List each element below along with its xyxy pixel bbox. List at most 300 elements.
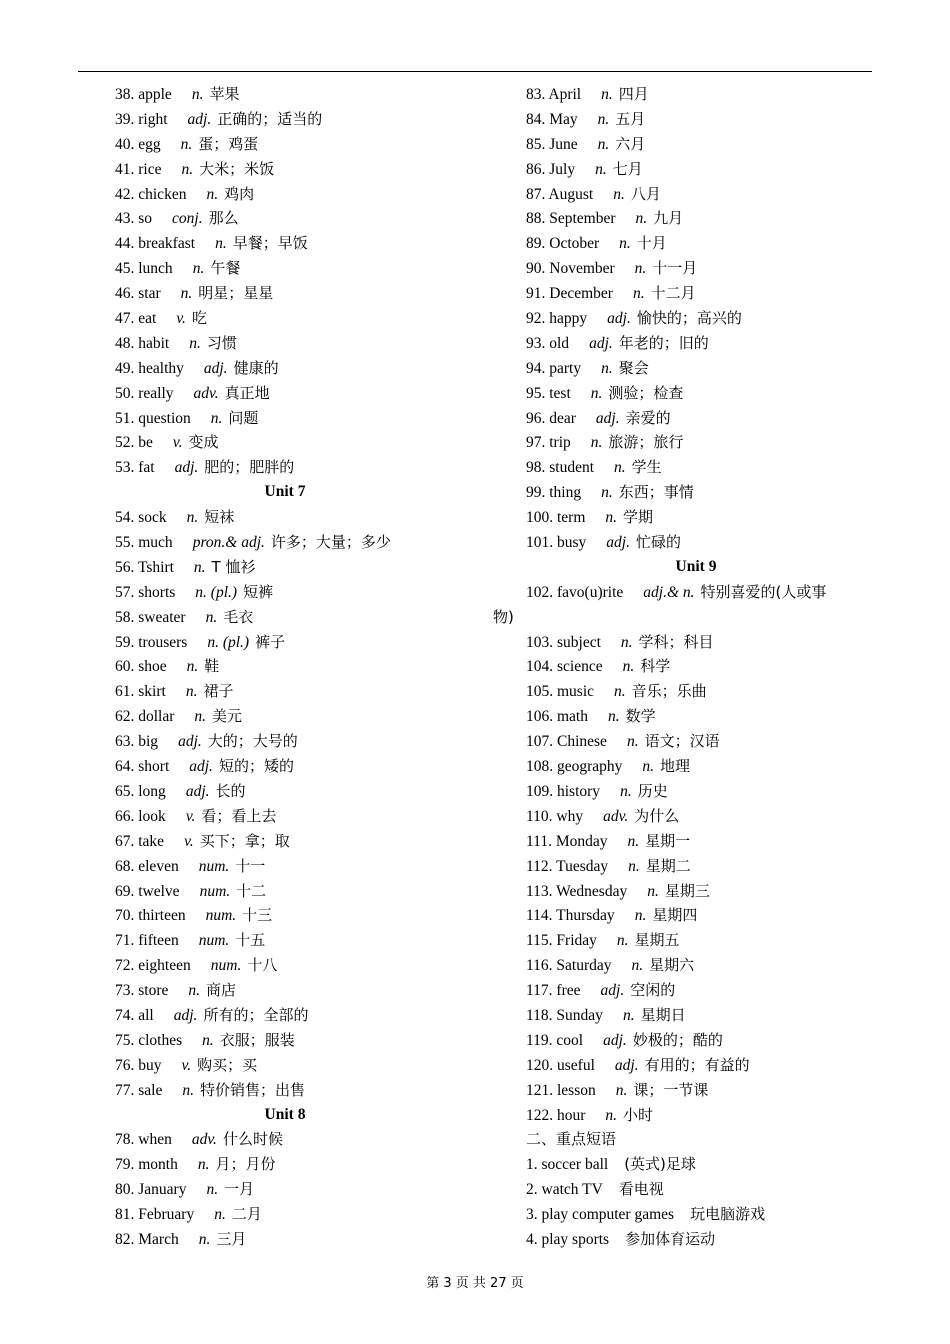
part-of-speech: n. xyxy=(194,708,207,726)
vocab-word: 40. egg xyxy=(115,135,161,153)
part-of-speech: n. xyxy=(180,135,193,153)
vocab-entry xyxy=(115,182,495,207)
chinese-meaning: 愉快的；高兴的 xyxy=(636,309,742,328)
chinese-meaning: 星期三 xyxy=(664,881,710,900)
vocab-entry xyxy=(526,430,876,455)
phrase-english: 2. watch TV xyxy=(526,1181,603,1199)
chinese-meaning: 正确的；适当的 xyxy=(217,109,323,128)
vocab-word: 72. eighteen xyxy=(115,957,191,975)
vocab-entry xyxy=(115,1152,495,1177)
vocab-word: 42. chicken xyxy=(115,185,187,203)
phrase-item xyxy=(526,1177,876,1202)
vocab-entry xyxy=(115,580,495,605)
part-of-speech: n. xyxy=(180,285,193,303)
vocab-entry xyxy=(526,1053,876,1078)
chinese-meaning: 有用的；有益的 xyxy=(644,1055,750,1074)
chinese-meaning: 月；月份 xyxy=(215,1155,276,1174)
chinese-meaning: 午餐 xyxy=(210,259,241,278)
part-of-speech: adj. xyxy=(606,534,630,552)
chinese-meaning: 星期六 xyxy=(649,956,695,975)
chinese-meaning: 裤子 xyxy=(255,632,286,651)
vocab-word: 89. October xyxy=(526,235,600,253)
vocab-entry xyxy=(115,256,495,281)
part-of-speech: n. (pl.) xyxy=(195,583,238,601)
chinese-meaning: 购买；买 xyxy=(197,1055,258,1074)
chinese-meaning: 十月 xyxy=(636,234,667,253)
vocab-entry xyxy=(526,754,876,779)
vocab-entry xyxy=(115,555,495,580)
chinese-meaning: 什么时候 xyxy=(222,1130,283,1149)
chinese-meaning: 特价销售；出售 xyxy=(199,1080,305,1099)
part-of-speech: n. xyxy=(214,1206,226,1224)
chinese-meaning: 鸡肉 xyxy=(224,184,255,203)
vocab-word: 103. subject xyxy=(526,633,601,651)
vocab-word: 118. Sunday xyxy=(526,1006,603,1024)
part-of-speech: adv. xyxy=(191,1131,217,1149)
vocab-entry xyxy=(115,654,495,679)
part-of-speech: n. xyxy=(608,708,620,726)
chinese-meaning: 大的；大号的 xyxy=(207,732,298,751)
unit-heading: Unit 9 xyxy=(675,557,717,575)
chinese-meaning: 地理 xyxy=(660,757,691,776)
vocab-word: 98. student xyxy=(526,459,595,477)
phrase-item xyxy=(526,1152,876,1177)
vocab-entry xyxy=(526,406,876,431)
vocab-word: 68. eleven xyxy=(115,857,179,875)
part-of-speech: n. xyxy=(605,509,618,527)
part-of-speech: v. xyxy=(181,1056,192,1074)
vocab-word: 43. so xyxy=(115,210,153,228)
part-of-speech: n. xyxy=(614,459,626,477)
vocab-word: 92. happy xyxy=(526,310,588,328)
part-of-speech: n. xyxy=(595,160,607,178)
part-of-speech: n. xyxy=(619,235,631,253)
vocab-word: 110. why xyxy=(526,807,584,825)
vocab-entry xyxy=(526,381,876,406)
part-of-speech: n. xyxy=(601,484,613,502)
vocab-word: 114. Thursday xyxy=(526,907,615,925)
phrase-item xyxy=(526,1227,876,1252)
chinese-meaning: 真正地 xyxy=(224,383,270,402)
vocab-word: 96. dear xyxy=(526,409,576,427)
chinese-meaning: 裙子 xyxy=(203,682,234,701)
vocab-entry xyxy=(526,1103,876,1128)
part-of-speech: adj. xyxy=(589,334,613,352)
page-footer: 第 3 页 共 27 页 xyxy=(426,1276,524,1291)
chinese-meaning: 学科；科目 xyxy=(638,632,714,651)
vocab-entry xyxy=(115,505,495,530)
part-of-speech: n. xyxy=(632,285,645,303)
part-of-speech: n. xyxy=(631,957,644,975)
vocab-word: 41. rice xyxy=(115,160,162,178)
chinese-meaning-continued: 物) xyxy=(493,607,514,626)
part-of-speech: n. xyxy=(191,86,204,103)
chinese-meaning: 十一 xyxy=(235,856,266,875)
vocab-word: 70. thirteen xyxy=(115,907,186,925)
chinese-meaning: 衣服；服装 xyxy=(219,1030,295,1049)
vocab-word: 44. breakfast xyxy=(115,235,196,253)
vocab-entry xyxy=(115,879,495,904)
part-of-speech: n. xyxy=(620,782,632,800)
vocab-entry xyxy=(115,679,495,704)
chinese-meaning: 所有的；全部的 xyxy=(203,1005,309,1024)
vocab-word: 90. November xyxy=(526,260,615,278)
phrase-item xyxy=(526,1202,876,1227)
chinese-meaning: 短的；矮的 xyxy=(218,757,294,776)
part-of-speech: n. xyxy=(614,683,626,701)
chinese-meaning: 课；一节课 xyxy=(633,1080,709,1099)
chinese-meaning: 长的 xyxy=(215,781,246,800)
vocab-word: 50. really xyxy=(115,384,174,402)
part-of-speech: num. xyxy=(210,957,242,975)
vocab-word: 122. hour xyxy=(526,1106,586,1124)
vocab-word: 54. sock xyxy=(115,509,167,527)
part-of-speech: n. xyxy=(202,1031,214,1049)
part-of-speech: adj. xyxy=(185,782,210,800)
part-of-speech: adj. xyxy=(607,310,631,328)
vocab-entry xyxy=(526,1003,876,1028)
vocab-word: 111. Monday xyxy=(526,832,608,850)
vocab-word: 60. shoe xyxy=(115,658,167,676)
vocab-word: 76. buy xyxy=(115,1056,162,1074)
chinese-meaning: 十三 xyxy=(242,906,273,925)
vocab-entry xyxy=(115,406,495,431)
part-of-speech: n. xyxy=(192,260,205,278)
vocab-word: 51. question xyxy=(115,409,191,427)
chinese-meaning: 蛋；鸡蛋 xyxy=(198,134,259,153)
part-of-speech: n. xyxy=(622,1006,635,1024)
vocab-word: 79. month xyxy=(115,1156,178,1174)
vocab-entry xyxy=(115,729,495,754)
vocab-entry xyxy=(526,256,876,281)
chinese-meaning: 年老的；旧的 xyxy=(618,333,709,352)
vocab-word: 64. short xyxy=(115,758,170,776)
vocab-entry xyxy=(526,854,876,879)
vocab-entry xyxy=(526,654,876,679)
vocab-word: 117. free xyxy=(526,982,581,1000)
part-of-speech: n. xyxy=(620,633,633,651)
chinese-meaning: T 恤衫 xyxy=(211,557,256,576)
chinese-meaning: 学生 xyxy=(631,458,662,477)
vocab-entry xyxy=(526,530,876,555)
part-of-speech: adj. xyxy=(595,409,620,427)
vocab-word: 95. test xyxy=(526,384,571,402)
vocab-word: 116. Saturday xyxy=(526,957,612,975)
vocab-entry xyxy=(115,1202,495,1227)
chinese-meaning: 许多；大量；多少 xyxy=(270,533,391,552)
chinese-meaning: 肥的；肥胖的 xyxy=(204,458,295,477)
part-of-speech: n. xyxy=(642,758,655,776)
vocab-entry xyxy=(115,1177,495,1202)
vocab-entry xyxy=(115,704,495,729)
vocab-word: 45. lunch xyxy=(115,260,173,278)
part-of-speech: adv. xyxy=(193,384,219,402)
vocab-word: 56. Tshirt xyxy=(115,558,174,576)
part-of-speech: num. xyxy=(205,907,237,925)
part-of-speech: n. xyxy=(181,160,194,178)
vocab-word: 66. look xyxy=(115,807,166,825)
chinese-meaning: 买下；拿；取 xyxy=(199,831,290,850)
part-of-speech: n. xyxy=(188,982,201,1000)
part-of-speech: num. xyxy=(198,857,230,875)
vocab-entry xyxy=(115,157,495,182)
part-of-speech: n. xyxy=(616,932,629,950)
vocab-word: 102. favo(u)rite xyxy=(526,583,624,601)
vocab-word: 86. July xyxy=(526,160,576,178)
vocab-word: 65. long xyxy=(115,782,166,800)
chinese-meaning: 问题 xyxy=(228,408,259,427)
vocab-word: 91. December xyxy=(526,285,613,303)
chinese-meaning: 忙碌的 xyxy=(635,533,681,552)
vocab-entry xyxy=(115,1003,495,1028)
vocab-word: 39. right xyxy=(115,110,168,128)
vocab-entry xyxy=(526,1028,876,1053)
vocab-word: 74. all xyxy=(115,1006,154,1024)
part-of-speech: n. xyxy=(205,608,218,626)
vocab-word: 52. be xyxy=(115,434,153,452)
part-of-speech: n. xyxy=(605,1106,618,1124)
vocab-entry xyxy=(115,928,495,953)
part-of-speech: n. xyxy=(627,832,640,850)
chinese-meaning: 十二月 xyxy=(650,284,696,303)
chinese-meaning: 科学 xyxy=(640,657,671,676)
vocab-word: 83. April xyxy=(526,86,582,103)
part-of-speech: n. xyxy=(189,334,201,352)
phrase-chinese: 玩电脑游戏 xyxy=(690,1205,766,1224)
chinese-meaning: 语文；汉语 xyxy=(644,732,720,751)
vocab-entry xyxy=(115,630,495,655)
chinese-meaning: 星期日 xyxy=(640,1005,686,1024)
vocab-word: 71. fifteen xyxy=(115,932,179,950)
chinese-meaning: 四月 xyxy=(618,85,649,103)
vocab-entry xyxy=(115,82,495,107)
part-of-speech: adj. xyxy=(614,1056,639,1074)
vocab-entry xyxy=(115,953,495,978)
chinese-meaning: 吃 xyxy=(191,309,207,328)
part-of-speech: n. xyxy=(635,210,648,228)
vocab-word: 47. eat xyxy=(115,310,157,328)
vocab-word: 58. sweater xyxy=(115,608,186,626)
vocab-word: 84. May xyxy=(526,110,578,128)
vocab-entry xyxy=(526,356,876,381)
vocab-word: 104. science xyxy=(526,658,603,676)
part-of-speech: n. xyxy=(186,509,199,527)
part-of-speech: adj. xyxy=(600,982,625,1000)
vocab-word: 67. take xyxy=(115,832,165,850)
part-of-speech: adj. xyxy=(178,733,202,751)
vocab-entry xyxy=(526,505,876,530)
vocab-entry xyxy=(115,306,495,331)
part-of-speech: n. xyxy=(626,733,639,751)
part-of-speech: adv. xyxy=(603,807,629,825)
chinese-meaning: 五月 xyxy=(615,109,646,128)
part-of-speech: n. xyxy=(186,658,199,676)
part-of-speech: n. xyxy=(210,409,223,427)
part-of-speech: n. xyxy=(597,110,610,128)
vocab-entry xyxy=(115,331,495,356)
part-of-speech: n. xyxy=(601,359,613,377)
vocab-entry xyxy=(526,182,876,207)
vocab-entry xyxy=(115,1028,495,1053)
chinese-meaning: 二月 xyxy=(231,1205,262,1224)
part-of-speech: n. xyxy=(601,86,613,103)
part-of-speech: num. xyxy=(198,932,230,950)
phrase-english: 3. play computer games xyxy=(526,1206,675,1224)
vocab-entry xyxy=(526,206,876,231)
part-of-speech: v. xyxy=(176,310,186,328)
vocab-word: 97. trip xyxy=(526,434,571,452)
vocab-entry xyxy=(526,281,876,306)
chinese-meaning: 早餐；早饭 xyxy=(232,234,308,253)
part-of-speech: n. xyxy=(215,235,227,253)
chinese-meaning: 健康的 xyxy=(233,358,279,377)
vocab-word: 69. twelve xyxy=(115,882,180,900)
vocab-entry xyxy=(115,903,495,928)
vocab-entry xyxy=(526,157,876,182)
chinese-meaning: 明星；星星 xyxy=(198,284,274,303)
part-of-speech: n. xyxy=(185,683,198,701)
vocab-word: 108. geography xyxy=(526,758,623,776)
vocab-word: 80. January xyxy=(115,1181,187,1199)
vocab-word: 113. Wednesday xyxy=(526,882,628,900)
vocab-word: 100. term xyxy=(526,509,586,527)
section-heading: 二、重点短语 xyxy=(526,1130,617,1149)
chinese-meaning: 星期五 xyxy=(634,931,680,950)
vocab-entry xyxy=(115,804,495,829)
phrase-chinese: 看电视 xyxy=(618,1180,664,1199)
chinese-meaning: 习惯 xyxy=(206,333,237,352)
chinese-meaning: 大米；米饭 xyxy=(199,159,275,178)
vocab-word: 55. much xyxy=(115,534,173,552)
chinese-meaning: 测验；检查 xyxy=(608,383,684,402)
chinese-meaning: 六月 xyxy=(615,134,646,153)
part-of-speech: n. xyxy=(628,857,640,875)
part-of-speech: v. xyxy=(184,832,194,850)
vocab-entry xyxy=(115,854,495,879)
vocab-word: 77. sale xyxy=(115,1081,163,1099)
vocab-word: 53. fat xyxy=(115,459,155,477)
chinese-meaning: 短裤 xyxy=(243,582,274,601)
vocab-entry xyxy=(115,530,495,555)
vocab-entry xyxy=(526,107,876,132)
part-of-speech: num. xyxy=(199,882,231,900)
vocab-word: 105. music xyxy=(526,683,595,701)
chinese-meaning: 东西；事情 xyxy=(618,483,694,502)
vocab-entry xyxy=(115,1127,495,1152)
part-of-speech: adj. xyxy=(174,459,199,477)
vocab-entry xyxy=(115,605,495,630)
chinese-meaning: 八月 xyxy=(630,184,661,203)
part-of-speech: adj. xyxy=(203,359,228,377)
phrase-chinese: 参加体育运动 xyxy=(625,1229,716,1248)
part-of-speech: n. xyxy=(590,384,603,402)
vocab-entry xyxy=(526,1078,876,1103)
vocab-entry xyxy=(115,206,495,231)
chinese-meaning: 商店 xyxy=(206,981,237,1000)
unit-heading: Unit 7 xyxy=(264,483,306,501)
part-of-speech: adj. xyxy=(189,758,213,776)
chinese-meaning: 空闲的 xyxy=(630,981,676,1000)
vocab-entry xyxy=(115,381,495,406)
vocab-entry xyxy=(526,879,876,904)
vocab-entry xyxy=(115,1078,495,1103)
chinese-meaning: 变成 xyxy=(188,433,219,452)
vocab-entry xyxy=(526,978,876,1003)
part-of-speech: n. xyxy=(182,1081,194,1099)
vocab-entry xyxy=(526,630,876,655)
vocab-word: 81. February xyxy=(115,1206,195,1224)
chinese-meaning: 美元 xyxy=(212,707,243,726)
part-of-speech: n. (pl.) xyxy=(207,633,250,651)
vocab-entry xyxy=(526,953,876,978)
part-of-speech: n. xyxy=(590,434,603,452)
vocab-entry xyxy=(115,829,495,854)
vocab-entry xyxy=(115,754,495,779)
vocab-word: 61. skirt xyxy=(115,683,166,701)
vocab-word: 107. Chinese xyxy=(526,733,607,751)
header-rule xyxy=(78,71,872,72)
part-of-speech: n. xyxy=(634,260,647,278)
vocab-entry xyxy=(526,82,876,107)
vocab-word: 73. store xyxy=(115,982,169,1000)
vocab-entry xyxy=(526,306,876,331)
vocab-word: 62. dollar xyxy=(115,708,175,726)
vocab-entry xyxy=(115,107,495,132)
vocab-word: 38. apple xyxy=(115,86,172,103)
vocab-word: 57. shorts xyxy=(115,583,176,601)
part-of-speech: n. xyxy=(622,658,635,676)
vocab-entry xyxy=(115,281,495,306)
chinese-meaning: 毛衣 xyxy=(223,607,254,626)
chinese-meaning: 星期四 xyxy=(652,906,698,925)
chinese-meaning: 星期一 xyxy=(645,831,691,850)
vocab-entry xyxy=(526,729,876,754)
vocab-entry xyxy=(526,903,876,928)
part-of-speech: n. xyxy=(613,185,625,203)
chinese-meaning: 短袜 xyxy=(204,508,235,527)
vocab-word: 78. when xyxy=(115,1131,172,1149)
vocab-word: 87. August xyxy=(526,185,594,203)
chinese-meaning: 三月 xyxy=(216,1229,247,1248)
part-of-speech: n. xyxy=(647,882,659,900)
chinese-meaning: 十二 xyxy=(236,881,267,900)
vocab-entry xyxy=(115,430,495,455)
vocab-entry xyxy=(526,679,876,704)
part-of-speech: adj. xyxy=(603,1031,627,1049)
vocab-word: 94. party xyxy=(526,359,582,377)
part-of-speech: v. xyxy=(185,807,196,825)
part-of-speech: n. xyxy=(634,907,647,925)
vocab-word: 85. June xyxy=(526,135,578,153)
vocab-word: 120. useful xyxy=(526,1056,595,1074)
chinese-meaning: 为什么 xyxy=(634,806,680,825)
vocab-entry xyxy=(526,480,876,505)
vocab-word: 119. cool xyxy=(526,1031,584,1049)
chinese-meaning: 那么 xyxy=(208,209,239,228)
vocab-word: 109. history xyxy=(526,782,601,800)
chinese-meaning: 苹果 xyxy=(209,85,240,103)
part-of-speech: v. xyxy=(172,434,183,452)
chinese-meaning: 十一月 xyxy=(652,259,698,278)
chinese-meaning: 十五 xyxy=(235,931,266,950)
phrase-chinese: (英式)足球 xyxy=(624,1155,696,1174)
vocab-word: 121. lesson xyxy=(526,1081,596,1099)
vocab-word: 75. clothes xyxy=(115,1031,183,1049)
vocab-word: 99. thing xyxy=(526,484,582,502)
chinese-meaning: 十八 xyxy=(247,956,278,975)
right-column xyxy=(493,82,876,1252)
chinese-meaning: 旅游；旅行 xyxy=(608,433,684,452)
